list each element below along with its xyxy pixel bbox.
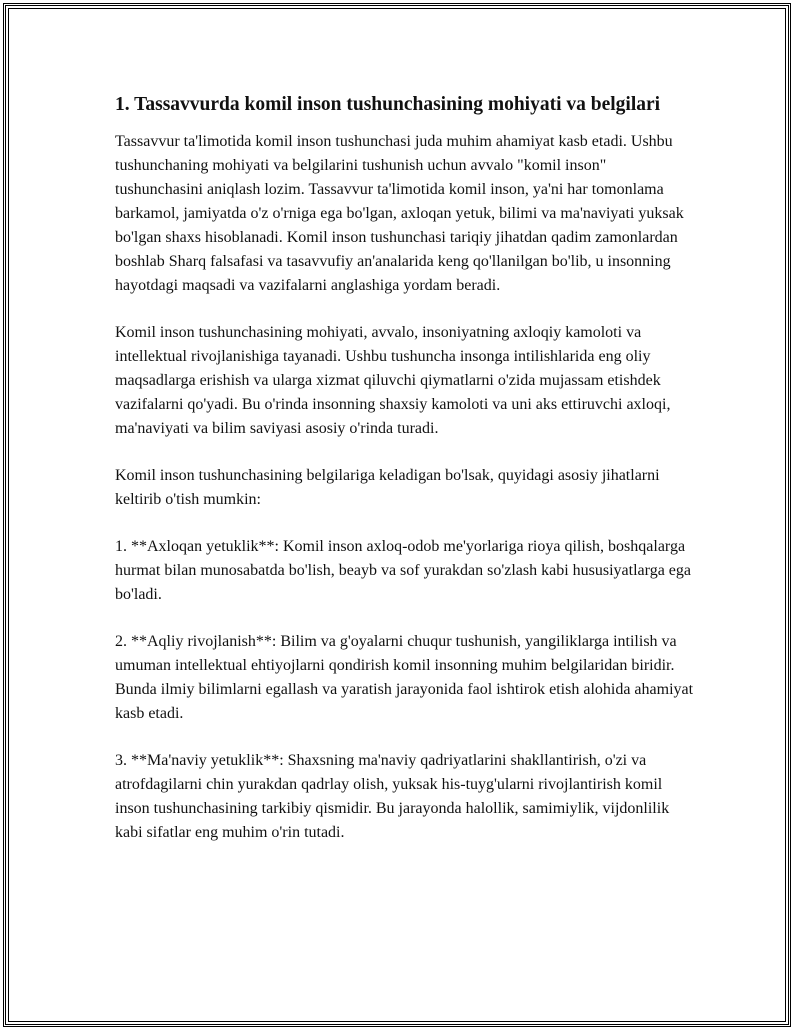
list-item-intellectual-development: 2. **Aqliy rivojlanish**: Bilim va g'oyalarni chuqur tushunish, yangiliklarga intilish va umuman intellektual ehtiyojlarni qondirish komil insonning muhim belgilaridan biridir. Bunda ilmiy bilimlarni egallash va yaratish jarayonida faol ishtirok etish alohida ahamiyat kasb etadi. [115,633,694,722]
list-item-moral-maturity: 1. **Axloqan yetuklik**: Komil inson axloq-odob me'yorlariga rioya qilish, boshqalarga hurmat bilan munosabatda bo'lish, beayb va sof yurakdan so'zlash kabi hususiyatlarga ega bo'ladi. [115,538,691,603]
paragraph-essence: Komil inson tushunchasining mohiyati, avvalo, insoniyatning axloqiy kamoloti va intellektual rivojlanishiga tayanadi. Ushbu tushuncha insonga intilishlarida eng oliy maqsadlarga erishish va ularga xizmat qiluvchi qiymatlarni o'zida mujassam etishdek vazifalarni qo'yadi. Bu o'rinda insonning shaxsiy kamoloti va uni aks ettiruvchi axloqi, ma'naviyati va bilim saviyasi asosiy o'rinda turadi. [115,324,671,437]
paragraph-intro: Tassavvur ta'limotida komil inson tushunchasi juda muhim ahamiyat kasb etadi. Ushbu tushunchaning mohiyati va belgilarini tushunish uchun avvalo "komil inson" tushunchasini aniqlash lozim. Tassavvur ta'limotida komil inson, ya'ni har tomonlama barkamol, jamiyatda o'z o'rniga ega bo'lgan, axloqan yetuk, bilimi va ma'naviyati yuksak bo'lgan shaxs hisoblanadi. Komil inson tushunchasi tariqiy jihatdan qadim zamonlardan boshlab Sharq falsafasi va tasavvufiy an'analarida keng qo'llanilgan bo'lib, u insonning hayotdagi maqsadi va vazifalarni anglashiga yordam beradi. [115,133,684,294]
paragraph-signs-intro: Komil inson tushunchasining belgilariga keladigan bo'lsak, quyidagi asosiy jihatlarni keltirib o'tish mumkin: [115,467,660,508]
document-title: 1. Tassavvurda komil inson tushunchasining mohiyati va belgilari [115,94,661,115]
list-item-spiritual-maturity: 3. **Ma'naviy yetuklik**: Shaxsning ma'naviy qadriyatlarini shakllantirish, o'zi va atrofdagilarni chin yurakdan qadrlay olish, yuksak his-tuyg'ularni rivojlantirish komil inson tushunchasining tarkibiy qismidir. Bu jarayonda halollik, samimiylik, vijdonlilik kabi sifatlar eng muhim o'rin tutadi. [115,752,670,841]
document-body [115,92,695,868]
